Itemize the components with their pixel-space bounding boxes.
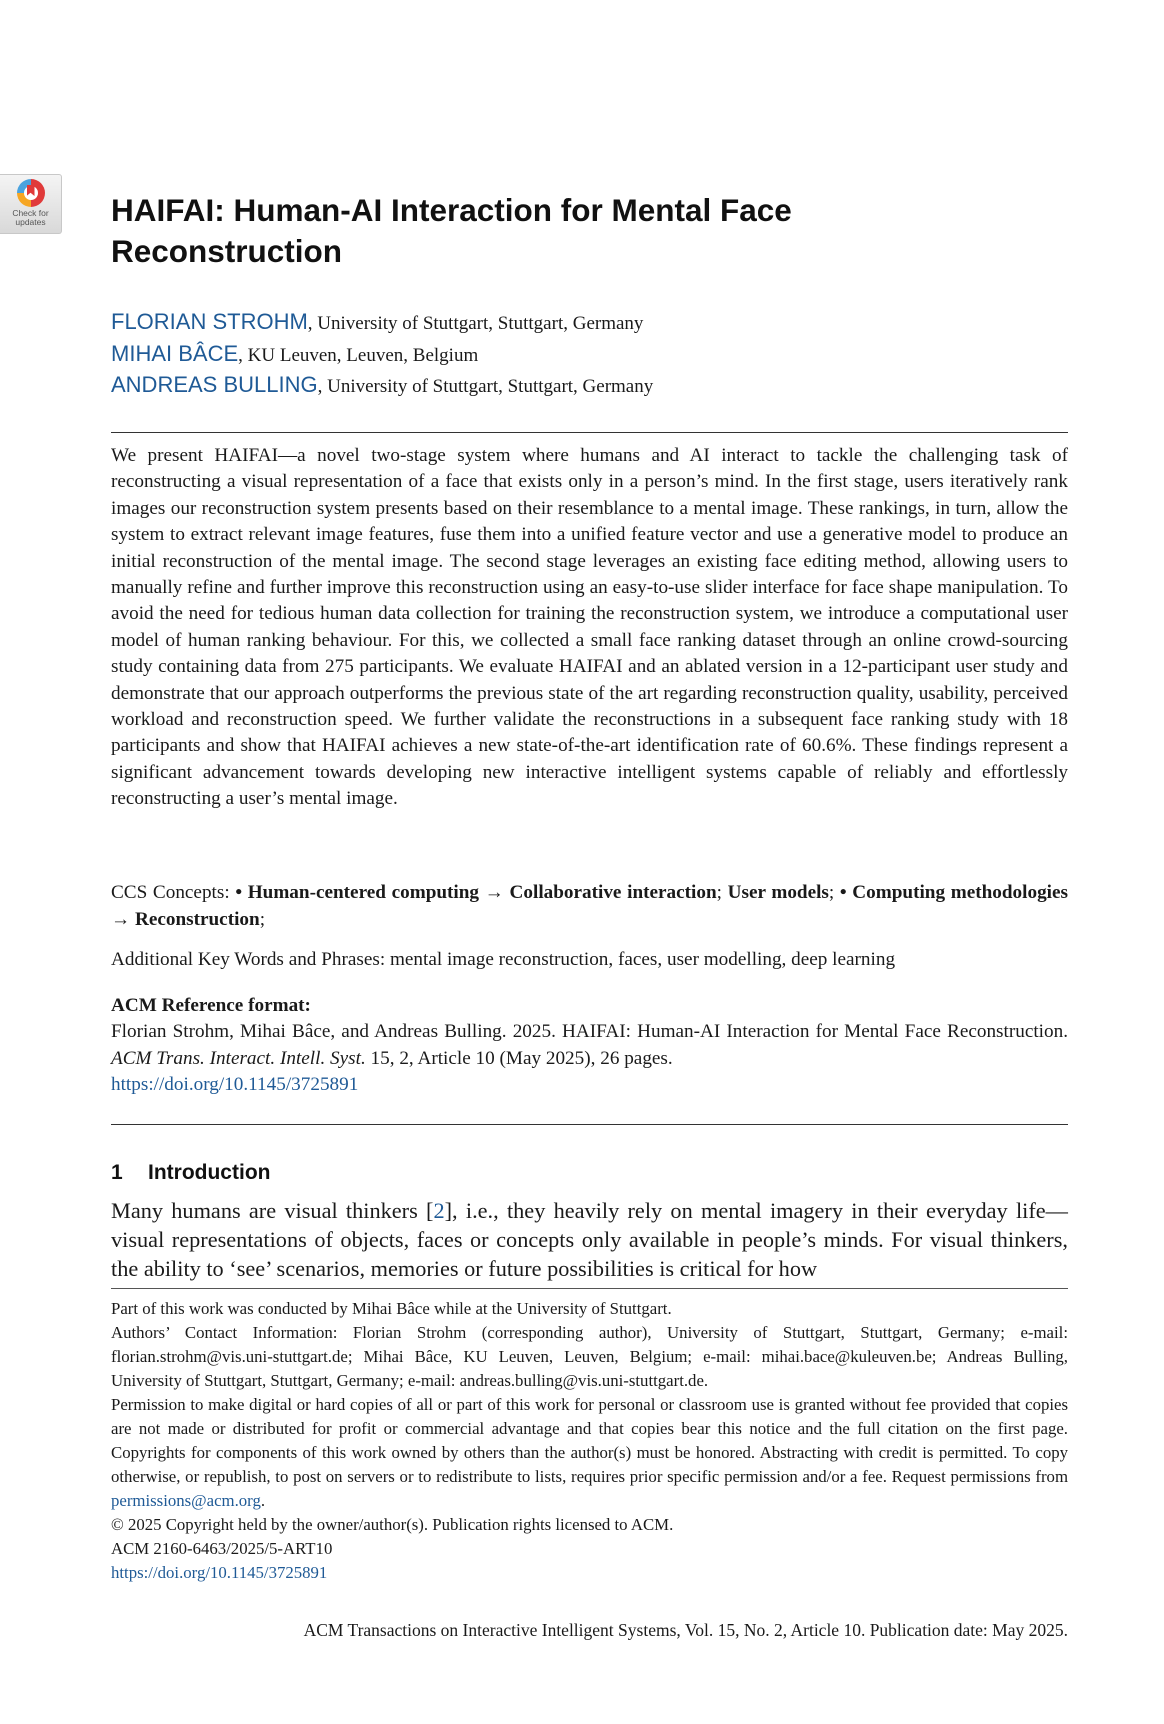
reference-format: [111, 1019, 1068, 1099]
check-for-updates-badge[interactable]: [0, 174, 62, 234]
author-affiliation: , KU Leuven, Leuven, Belgium: [238, 344, 479, 366]
author-entry: [111, 338, 1068, 370]
footnote-contact: Authors’ Contact Information: Florian Strohm (corresponding author), University of Stuttgart, Stuttgart, Germany; e-mail: florian.strohm@vis.uni-stuttgart.de; Mihai Bâce, KU Leuven, Leuven, Belgium; e-mail: mihai.bace@kuleuven.be; Andreas Bulling, University of Stuttgart, Stuttgart, Germany; e-mail: andreas.bulling@vis.uni-stuttgart.de.: [111, 1323, 1068, 1390]
author-list: [111, 306, 1068, 401]
author-name[interactable]: ANDREAS BULLING: [111, 372, 318, 397]
ccs-concept-1: • Human-centered computing → Collaborative interaction: [235, 882, 717, 903]
badge-line-1: Check for: [12, 208, 49, 218]
author-entry: [111, 369, 1068, 401]
footnote-note: Part of this work was conducted by Mihai Bâce while at the University of Stuttgart.: [111, 1299, 672, 1318]
abstract: We present HAIFAI—a novel two-stage system where humans and AI interact to tackle the challenging task of reconstructing a visual representation of a face that exists only in a person’s mind. In the first stage, users iteratively rank images our reconstruction system presents based on their resemblance to a mental image. These rankings, in turn, allow the system to extract relevant image features, fuse them into a unified feature vector and use a generative model to produce an initial reconstruction of the mental image. The second stage leverages an existing face editing method, allowing users to manually refine and further improve this reconstruction using an easy-to-use slider interface for face shape manipulation. To avoid the need for tedious human data collection for training the reconstruction system, we introduce a computational user model of human ranking behaviour. For this, we collected a small face ranking dataset through an online crowd-sourcing study containing data from 275 participants. We evaluate HAIFAI and an ablated version in a 12-participant user study and demonstrate that our approach outperforms the previous state of the art regarding reconstruction quality, usability, perceived workload and reconstruction speed. We further validate the reconstructions in a subsequent face ranking study with 18 participants and show that HAIFAI achieves a new state-of-the-art identification rate of 60.6%. These findings represent a significant advancement towards developing new interactive intelligent systems capable of reliably and effortlessly reconstructing a user’s mental image.: [111, 445, 1068, 810]
paper-title: HAIFAI: Human-AI Interaction for Mental Face Reconstruction: [111, 192, 792, 269]
reference-text: Florian Strohm, Mihai Bâce, and Andreas Bulling. 2025. HAIFAI: Human-AI Interaction for Mental Face Reconstruction.: [111, 1021, 1068, 1042]
permission-end: .: [260, 1491, 266, 1510]
divider-bottom: [111, 1124, 1068, 1125]
author-name[interactable]: FLORIAN STROHM: [111, 309, 308, 334]
footnote-permission: [111, 1393, 1068, 1513]
reference-details: 15, 2, Article 10 (May 2025), 26 pages.: [365, 1047, 673, 1069]
ccs-separator: ;: [828, 882, 840, 903]
section-title: Introduction: [148, 1161, 271, 1184]
section-heading: [111, 1159, 270, 1187]
crossmark-icon: [17, 179, 45, 207]
author-entry: [111, 306, 1068, 338]
author-name[interactable]: MIHAI BÂCE: [111, 340, 239, 366]
footnotes: [111, 1297, 1068, 1585]
keywords: Additional Key Words and Phrases: mental image reconstruction, faces, user modelling, deep learning: [111, 949, 896, 970]
reference-doi-link[interactable]: https://doi.org/10.1145/3725891: [111, 1074, 359, 1095]
page-footer: ACM Transactions on Interactive Intelligent Systems, Vol. 15, No. 2, Article 10. Publication date: May 2025.: [303, 1620, 1068, 1640]
permissions-email-link[interactable]: permissions@acm.org: [111, 1491, 261, 1510]
footnote-doi-link[interactable]: https://doi.org/10.1145/3725891: [111, 1563, 328, 1582]
intro-paragraph: [111, 1196, 1068, 1283]
ccs-end: ;: [259, 908, 266, 930]
ccs-label: CCS Concepts:: [111, 882, 236, 903]
footnote-divider: [111, 1288, 1068, 1289]
ccs-concept-3: • Computing methodologies → Reconstruction: [111, 882, 1068, 930]
intro-text-continued: ], i.e., they heavily rely on mental imagery in their everyday life—visual representations of objects, faces or concepts only available in people’s minds. For visual thinkers, the ability to ‘see’ scenarios, memories or future possibilities is critical for how: [111, 1198, 1068, 1281]
ccs-concepts: [111, 880, 1068, 933]
ccs-separator: ;: [716, 882, 728, 903]
section-number: 1: [111, 1161, 123, 1184]
citation-link[interactable]: 2: [433, 1198, 445, 1223]
permission-text: Permission to make digital or hard copies of all or part of this work for personal or classroom use is granted without fee provided that copies are not made or distributed for profit or commercial advantage and that copies bear this notice and the full citation on the first page. Copyrights for components of this work owned by others than the author(s) must be honored. Abstracting with credit is permitted. To copy otherwise, or republish, to post on servers or to redistribute to lists, requires prior specific permission and/or a fee. Request permissions from: [111, 1395, 1068, 1486]
author-affiliation: , University of Stuttgart, Stuttgart, Germany: [307, 313, 644, 334]
reference-heading: ACM Reference format:: [111, 995, 311, 1016]
badge-line-2: updates: [15, 217, 46, 227]
ccs-concept-2: User models: [727, 882, 829, 903]
footnote-copyright: © 2025 Copyright held by the owner/author(s). Publication rights licensed to ACM.: [111, 1515, 674, 1534]
footnote-issn: ACM 2160-6463/2025/5-ART10: [111, 1539, 333, 1558]
intro-text: Many humans are visual thinkers [: [111, 1198, 434, 1223]
divider-top: [111, 432, 1068, 433]
author-affiliation: , University of Stuttgart, Stuttgart, Germany: [317, 376, 654, 397]
reference-journal: ACM Trans. Interact. Intell. Syst.: [111, 1047, 366, 1069]
